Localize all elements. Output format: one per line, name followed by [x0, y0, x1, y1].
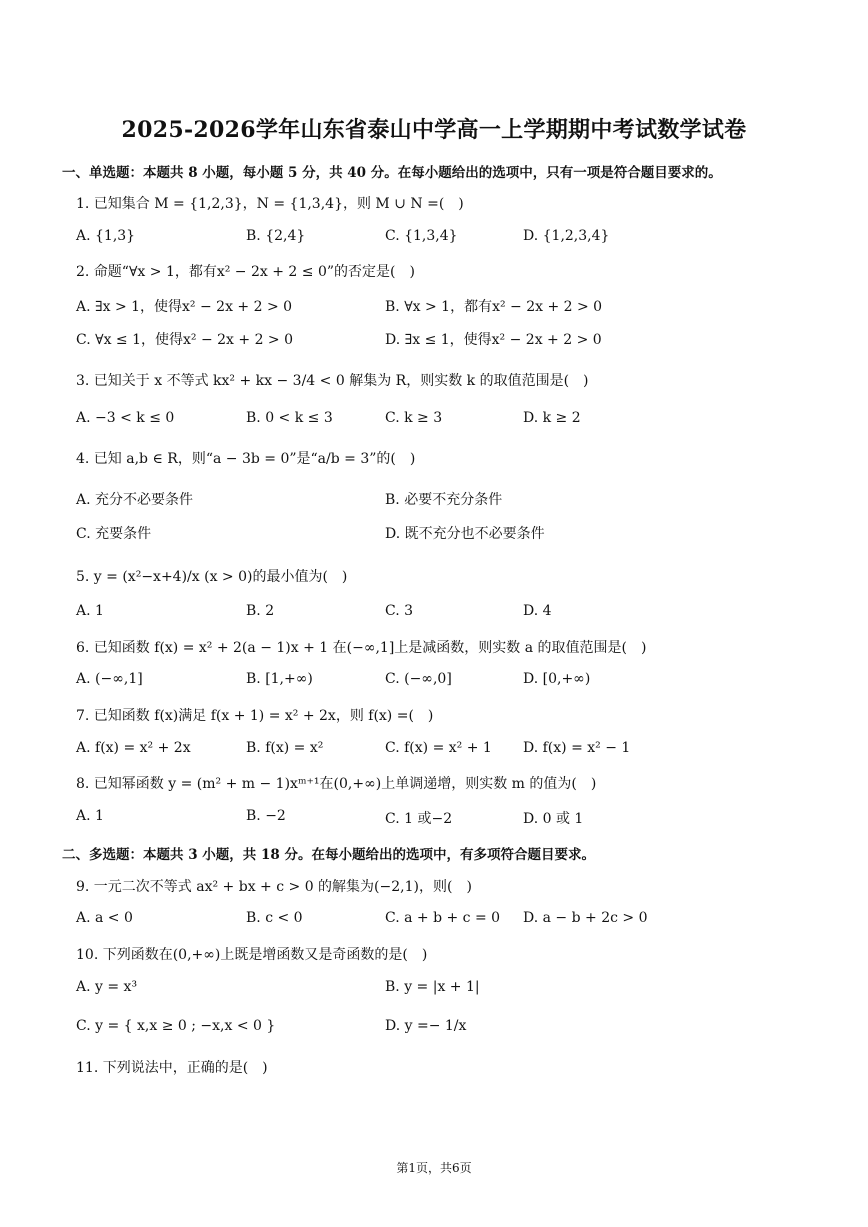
q7-option-a: A. f(x) = x² + 2x — [76, 740, 191, 756]
question-9: 9. 一元二次不等式 ax² + bx + c > 0 的解集为(−2,1)，则( ) — [76, 879, 472, 895]
q9-option-a: A. a < 0 — [76, 910, 133, 926]
q5-option-b: B. 2 — [246, 603, 275, 619]
q9-option-c: C. a + b + c = 0 — [385, 910, 501, 926]
q4-option-c: C. 充要条件 — [76, 526, 152, 542]
q8-option-c: C. 1 或−2 — [385, 811, 453, 827]
q2-option-a: A. ∃x > 1，使得x² − 2x + 2 > 0 — [76, 299, 293, 315]
q4-option-d: D. 既不充分也不必要条件 — [385, 526, 545, 542]
question-1: 1. 已知集合 M = {1,2,3}，N = {1,3,4}，则 M ∪ N =( ) — [76, 196, 464, 212]
q3-option-a: A. −3 < k ≤ 0 — [76, 410, 175, 426]
q2-option-b: B. ∀x > 1，都有x² − 2x + 2 > 0 — [385, 299, 603, 315]
question-2: 2. 命题“∀x > 1，都有x² − 2x + 2 ≤ 0”的否定是( ) — [76, 264, 415, 280]
q6-option-d: D. [0,+∞) — [523, 671, 591, 687]
section-heading-single-choice: 一、单选题：本题共 8 小题，每小题 5 分，共 40 分。在每小题给出的选项中，只有一项是符合题目要求的。 — [62, 165, 722, 181]
q5-option-c: C. 3 — [385, 603, 414, 619]
question-10: 10. 下列函数在(0,+∞)上既是增函数又是奇函数的是( ) — [76, 947, 428, 963]
q8-option-a: A. 1 — [76, 808, 104, 824]
q10-option-b: B. y = |x + 1| — [385, 979, 480, 995]
q4-option-a: A. 充分不必要条件 — [76, 492, 194, 508]
question-6: 6. 已知函数 f(x) = x² + 2(a − 1)x + 1 在(−∞,1]上是减函数，则实数 a 的取值范围是( ) — [76, 640, 647, 656]
q1-option-a: A. {1,3} — [76, 228, 136, 244]
question-8: 8. 已知幂函数 y = (m² + m − 1)xᵐ⁺¹在(0,+∞)上单调递增，则实数 m 的值为( ) — [76, 776, 597, 792]
q1-option-d: D. {1,2,3,4} — [523, 228, 610, 244]
q10-option-d: D. y =− 1/x — [385, 1018, 467, 1034]
q2-option-c: C. ∀x ≤ 1，使得x² − 2x + 2 > 0 — [76, 332, 294, 348]
q3-option-b: B. 0 < k ≤ 3 — [246, 410, 333, 426]
question-4: 4. 已知 a,b ∈ R，则“a − 3b = 0”是“a/b = 3”的( ) — [76, 451, 416, 467]
q7-option-b: B. f(x) = x² — [246, 740, 324, 756]
page-title: 2025-2026学年山东省泰山中学高一上学期期中考试数学试卷 — [121, 117, 747, 143]
question-7: 7. 已知函数 f(x)满足 f(x + 1) = x² + 2x，则 f(x) =( ) — [76, 708, 434, 724]
q5-option-d: D. 4 — [523, 603, 552, 619]
q10-option-c: C. y = { x,x ≥ 0 ; −x,x < 0 } — [76, 1018, 276, 1034]
question-3: 3. 已知关于 x 不等式 kx² + kx − 3/4 < 0 解集为 R，则实数 k 的取值范围是( ) — [76, 373, 589, 389]
q8-option-b: B. −2 — [246, 808, 286, 824]
page-footer: 第1页，共6页 — [396, 1161, 472, 1175]
q3-option-c: C. k ≥ 3 — [385, 410, 443, 426]
q1-option-c: C. {1,3,4} — [385, 228, 458, 244]
q2-option-d: D. ∃x ≤ 1，使得x² − 2x + 2 > 0 — [385, 332, 602, 348]
q5-option-a: A. 1 — [76, 603, 104, 619]
question-5: 5. y = (x²−x+4)/x (x > 0)的最小值为( ) — [76, 569, 348, 585]
q9-option-b: B. c < 0 — [246, 910, 303, 926]
q6-option-c: C. (−∞,0] — [385, 671, 452, 687]
q7-option-d: D. f(x) = x² − 1 — [523, 740, 631, 756]
q3-option-d: D. k ≥ 2 — [523, 410, 581, 426]
q4-option-b: B. 必要不充分条件 — [385, 492, 503, 508]
q9-option-d: D. a − b + 2c > 0 — [523, 910, 648, 926]
q6-option-b: B. [1,+∞) — [246, 671, 313, 687]
section-heading-multiple-choice: 二、多选题：本题共 3 小题，共 18 分。在每小题给出的选项中，有多项符合题目要求。 — [62, 847, 595, 863]
q8-option-d: D. 0 或 1 — [523, 811, 584, 827]
question-11: 11. 下列说法中，正确的是( ) — [76, 1060, 268, 1076]
q6-option-a: A. (−∞,1] — [76, 671, 143, 687]
q1-option-b: B. {2,4} — [246, 228, 306, 244]
q7-option-c: C. f(x) = x² + 1 — [385, 740, 492, 756]
q10-option-a: A. y = x³ — [76, 979, 138, 995]
